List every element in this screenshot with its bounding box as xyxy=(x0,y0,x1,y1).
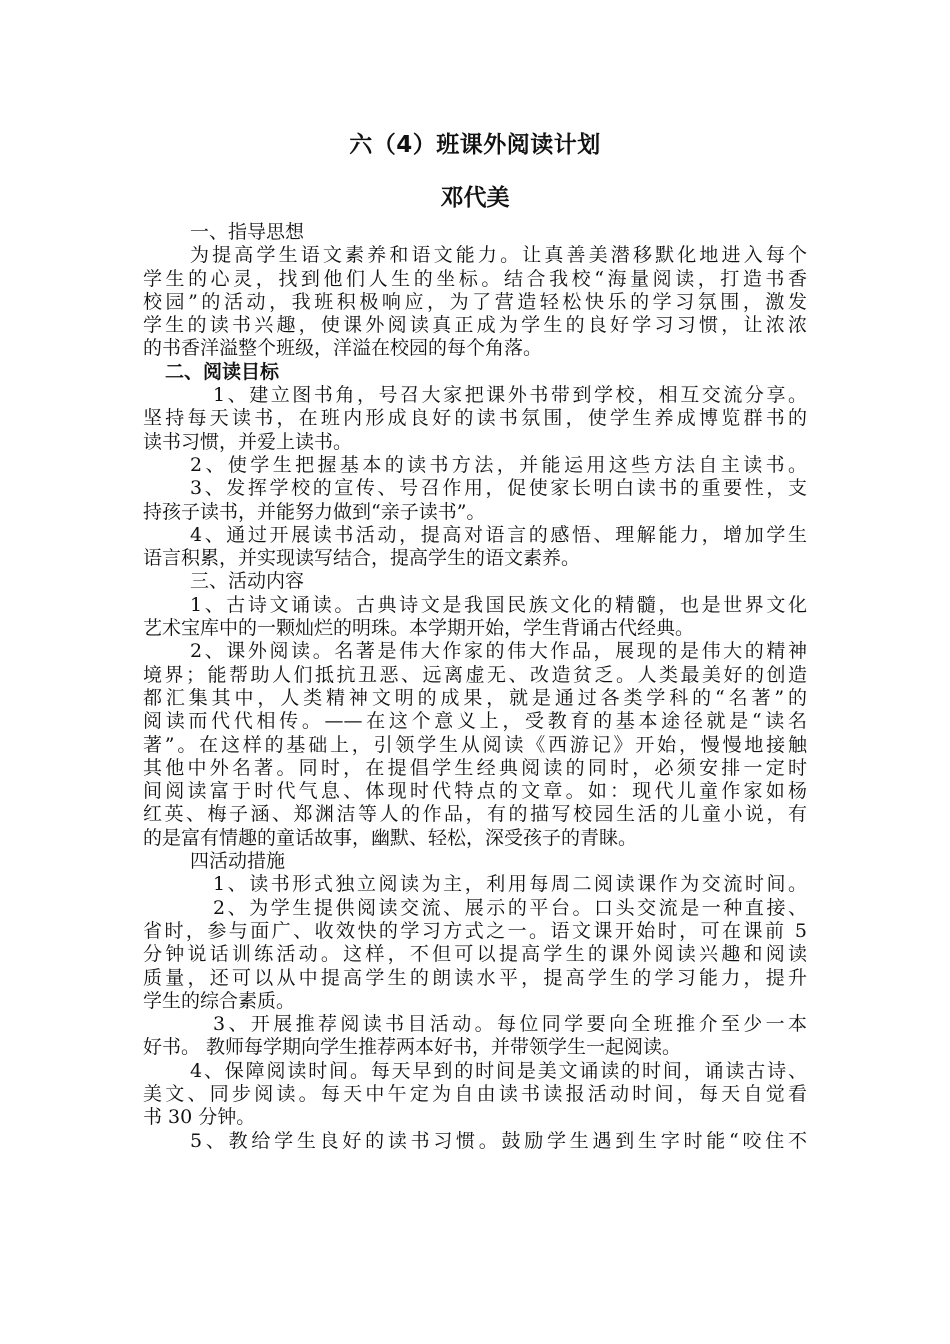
text-line: 1、建立图书角，号召大家把课外书带到学校，相互交流分享。 xyxy=(213,384,807,407)
document-page xyxy=(143,130,807,1153)
text-line: 著”。在这样的基础上，引领学生从阅读《西游记》开始，慢慢地接触 xyxy=(143,733,807,756)
section-heading: 三、活动内容 xyxy=(190,570,305,593)
document-author: 邓代美 xyxy=(440,185,510,211)
text-line: 境界；能帮助人们抵抗丑恶、远离虚无、改造贫乏。人类最美好的创造 xyxy=(143,663,807,686)
text-line: 的书香洋溢整个班级，洋溢在校园的每个角落。 xyxy=(143,337,543,360)
text-line: 阅读而代代相传。——在这个意义上，受教育的基本途径就是“读名 xyxy=(143,710,807,733)
text-line: 好书。 教师每学期向学生推荐两本好书，并带领学生一起阅读。 xyxy=(143,1036,682,1059)
text-line: 坚持每天读书，在班内形成良好的读书氛围，使学生养成博览群书的 xyxy=(143,407,807,430)
text-line: 艺术宝库中的一颗灿烂的明珠。本学期开始，学生背诵古代经典。 xyxy=(143,617,695,640)
text-line: 持孩子读书，并能努力做到“亲子读书”。 xyxy=(143,500,486,523)
document-body xyxy=(143,221,807,1153)
text-line: 间阅读富于时代气息、体现时代特点的文章。如：现代儿童作家如杨 xyxy=(143,780,807,803)
text-line: 红英、梅子涵、郑渊洁等人的作品，有的描写校园生活的儿童小说，有 xyxy=(143,803,807,826)
text-line: 2、使学生把握基本的读书方法，并能运用这些方法自主读书。 xyxy=(190,453,807,476)
text-line: 校园”的活动，我班积极响应，为了营造轻松快乐的学习氛围，激发 xyxy=(143,290,807,313)
text-line: 书 30 分钟。 xyxy=(143,1106,256,1129)
text-line: 1、读书形式独立阅读为主，利用每周二阅读课作为交流时间。 xyxy=(213,873,807,896)
text-line: 学生的心灵，找到他们人生的坐标。结合我校“海量阅读，打造书香 xyxy=(143,267,807,290)
text-line: 为提高学生语文素养和语文能力。让真善美潜移默化地进入每个 xyxy=(190,244,807,267)
section-heading: 二、阅读目标 xyxy=(165,360,280,383)
text-line: 2、课外阅读。名著是伟大作家的伟大作品，展现的是伟大的精神 xyxy=(190,640,807,663)
text-line: 美文、同步阅读。每天中午定为自由读书读报活动时间，每天自觉看 xyxy=(143,1082,807,1105)
text-line: 学生的综合素质。 xyxy=(143,989,296,1012)
text-line: 学生的读书兴趣，使课外阅读真正成为学生的良好学习习惯，让浓浓 xyxy=(143,314,807,337)
text-line: 质量，还可以从中提高学生的朗读水平，提高学生的学习能力，提升 xyxy=(143,966,807,989)
text-line: 读书习惯，并爱上读书。 xyxy=(143,430,353,453)
document-title: 六（4）班课外阅读计划 xyxy=(349,132,601,158)
text-line: 2、为学生提供阅读交流、展示的平台。口头交流是一种直接、 xyxy=(213,896,807,919)
text-line: 其他中外名著。同时，在提倡学生经典阅读的同时，必须安排一定时 xyxy=(143,756,807,779)
text-line: 4、保障阅读时间。每天早到的时间是美文诵读的时间，诵读古诗、 xyxy=(190,1059,807,1082)
text-line: 1、古诗文诵读。古典诗文是我国民族文化的精髓，也是世界文化 xyxy=(190,593,807,616)
text-line: 3、开展推荐阅读书目活动。每位同学要向全班推介至少一本 xyxy=(213,1013,807,1036)
text-line: 语言积累，并实现读写结合，提高学生的语文素养。 xyxy=(143,547,581,570)
text-line: 都汇集其中，人类精神文明的成果，就是通过各类学科的“名著”的 xyxy=(143,686,807,709)
text-line: 5、教给学生良好的读书习惯。鼓励学生遇到生字时能“咬住不 xyxy=(190,1129,807,1152)
text-line: 省时，参与面广、收效快的学习方式之一。语文课开始时，可在课前 5 xyxy=(143,919,807,942)
section-heading: 一、指导思想 xyxy=(190,221,305,243)
text-line: 的是富有情趣的童话故事，幽默、轻松，深受孩子的青睐。 xyxy=(143,826,638,849)
section-heading: 四活动措施 xyxy=(190,850,286,873)
text-line: 3、发挥学校的宣传、号召作用，促使家长明白读书的重要性，支 xyxy=(190,477,807,500)
text-line: 4、通过开展读书活动，提高对语言的感悟、理解能力，增加学生 xyxy=(190,523,807,546)
text-line: 分钟说话训练活动。这样，不但可以提高学生的课外阅读兴趣和阅读 xyxy=(143,943,807,966)
